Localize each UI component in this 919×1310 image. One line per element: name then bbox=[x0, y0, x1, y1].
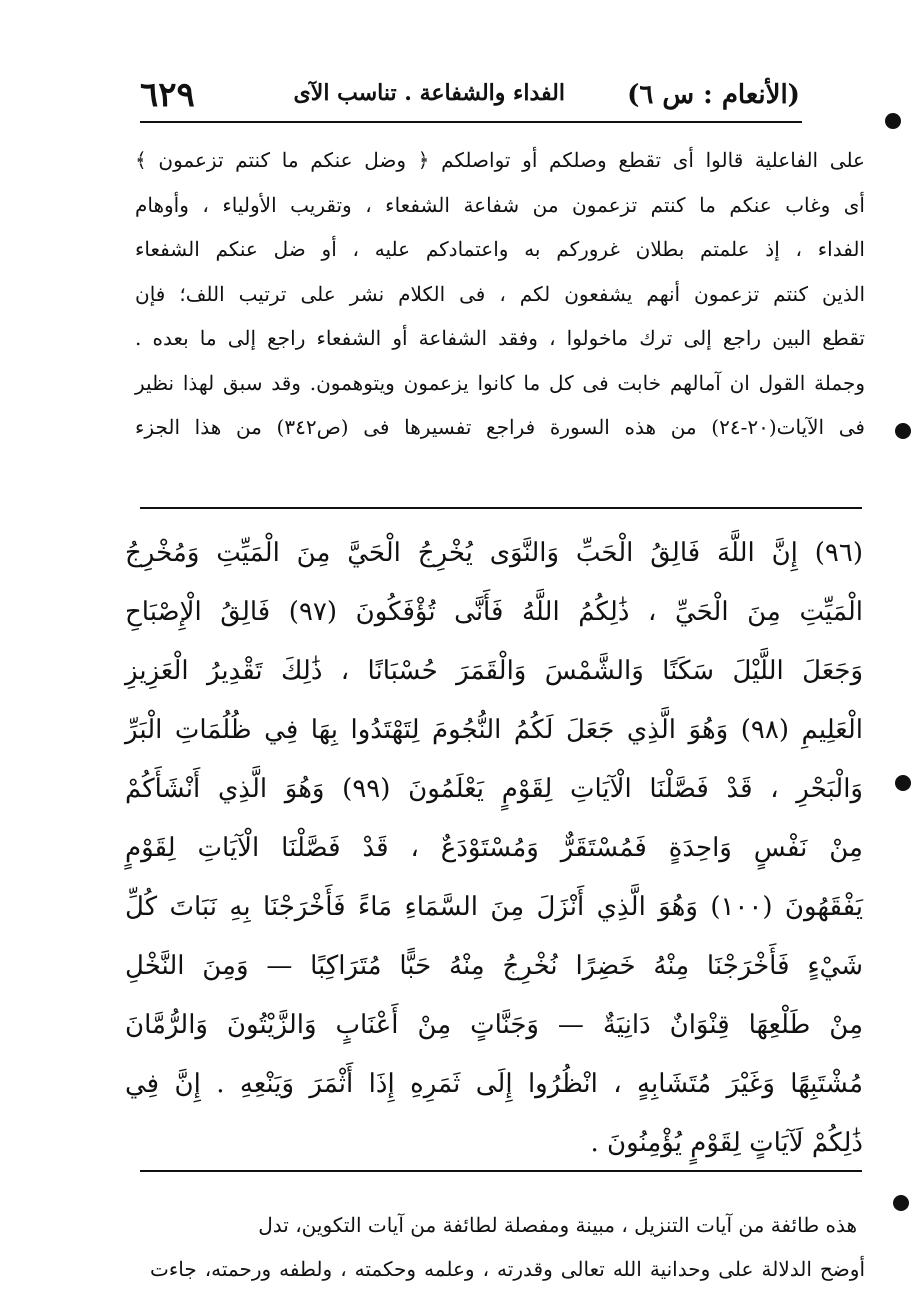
page-header bbox=[140, 70, 800, 120]
commentary-line: فى الآيات(٢٠-٢٤) من هذه السورة فراجع تفسيرها فى (ص٣٤٢) من هذا الجزء bbox=[135, 415, 865, 439]
verse-line: شَيْءٍ فَأَخْرَجْنَا مِنْهُ خَضِرًا نُخْرِجُ مِنْهُ حَبًّا مُتَرَاكِبًا — وَمِنَ النَّخْلِ bbox=[125, 951, 863, 981]
commentary-line: الفداء ، إذ علمتم بطلان غروركم به واعتمادكم عليه ، أو ضل عنكم الشفعاء bbox=[135, 237, 865, 261]
section-divider bbox=[140, 507, 862, 509]
explanation-line: أوضح الدلالة على وحدانية الله تعالى وقدرته ، وعلمه وحكمته ، ولطفه ورحمته، جاءت bbox=[150, 1257, 865, 1281]
verse-line: مُشْتَبِهًا وَغَيْرَ مُتَشَابِهٍ ، انْظُرُوا إِلَى ثَمَرِهِ إِذَا أَثْمَرَ وَيَنْعِهِ . إِنَّ فِي bbox=[125, 1069, 863, 1099]
commentary-line: تقطع البين راجع إلى ترك ماخولوا ، وفقد الشفاعة أو الشفعاء راجع إلى ما بعده . bbox=[135, 326, 865, 350]
header-divider bbox=[140, 121, 802, 123]
verse-line: وَجَعَلَ اللَّيْلَ سَكَنًا وَالشَّمْسَ وَالْقَمَرَ حُسْبَانًا ، ذَٰلِكَ تَقْدِيرُ الْعَزِيزِ bbox=[125, 656, 863, 686]
binding-hole-mark bbox=[893, 1195, 909, 1211]
verse-line: مِنْ طَلْعِهَا قِنْوَانٌ دَانِيَةٌ — وَجَنَّاتٍ مِنْ أَعْنَابٍ وَالزَّيْتُونَ وَالرُّمَّانَ bbox=[125, 1010, 863, 1040]
verse-line: وَالْبَحْرِ ، قَدْ فَصَّلْنَا الْآيَاتِ لِقَوْمٍ يَعْلَمُونَ (٩٩) وَهُوَ الَّذِي أَنْشَأَكُمْ bbox=[125, 774, 863, 804]
verse-line: الْعَلِيمِ (٩٨) وَهُوَ الَّذِي جَعَلَ لَكُمُ النُّجُومَ لِتَهْتَدُوا بِهَا فِي ظُلُمَاتِ الْبَرِّ bbox=[125, 715, 863, 745]
surah-reference: (الأنعام : س ٦) bbox=[627, 80, 800, 110]
verse-line: يَفْقَهُونَ (١٠٠) وَهُوَ الَّذِي أَنْزَلَ مِنَ السَّمَاءِ مَاءً فَأَخْرَجْنَا بِهِ نَبَاتَ كُلِّ bbox=[125, 892, 863, 922]
verse-line: ذَٰلِكُمْ لَآيَاتٍ لِقَوْمٍ يُؤْمِنُونَ . bbox=[590, 1128, 863, 1158]
binding-hole-mark bbox=[895, 423, 911, 439]
section-divider bbox=[140, 1170, 862, 1172]
commentary-line: وجملة القول ان آمالهم خابت فى كل ما كانوا يزعمون ويتوهمون. وقد سبق لهذا نظير bbox=[135, 370, 865, 395]
commentary-block bbox=[135, 138, 865, 450]
verse-line: (٩٦) إِنَّ اللَّهَ فَالِقُ الْحَبِّ وَالنَّوَى يُخْرِجُ الْحَيَّ مِنَ الْمَيِّتِ وَمُخْرِجُ bbox=[125, 538, 863, 568]
binding-hole-mark bbox=[895, 775, 911, 791]
page-topic-title: الفداء والشفاعة . تناسب الآى bbox=[293, 80, 565, 106]
commentary-line: الذين كنتم تزعمون أنهم يشفعون لكم ، فى الكلام نشر على ترتيب اللف؛ فإن bbox=[135, 281, 865, 306]
explanation-line: هذه طائفة من آيات التنزيل ، مبينة ومفصلة لطائفة من آيات التكوين، تدل bbox=[258, 1213, 857, 1237]
verse-line: الْمَيِّتِ مِنَ الْحَيِّ ، ذَٰلِكُمُ اللَّهُ فَأَنَّى تُؤْفَكُونَ (٩٧) فَالِقُ الْإِصْبَاحِ bbox=[125, 597, 863, 627]
verse-line: مِنْ نَفْسٍ وَاحِدَةٍ فَمُسْتَقَرٌّ وَمُسْتَوْدَعٌ ، قَدْ فَصَّلْنَا الْآيَاتِ لِقَوْمٍ bbox=[125, 833, 863, 863]
commentary-line: أى وغاب عنكم ما كنتم تزعمون من شفاعة الشفعاء ، وتقريب الأولياء ، وأوهام bbox=[135, 192, 865, 217]
explanation-block bbox=[150, 1203, 865, 1291]
binding-hole-mark bbox=[885, 113, 901, 129]
quran-verses-block bbox=[125, 524, 863, 1173]
commentary-line: على الفاعلية قالوا أى تقطع وصلكم أو تواصلكم ﴿ وضل عنكم ما كنتم تزعمون ﴾ bbox=[135, 148, 865, 172]
page-number: ٦٢٩ bbox=[140, 75, 195, 115]
